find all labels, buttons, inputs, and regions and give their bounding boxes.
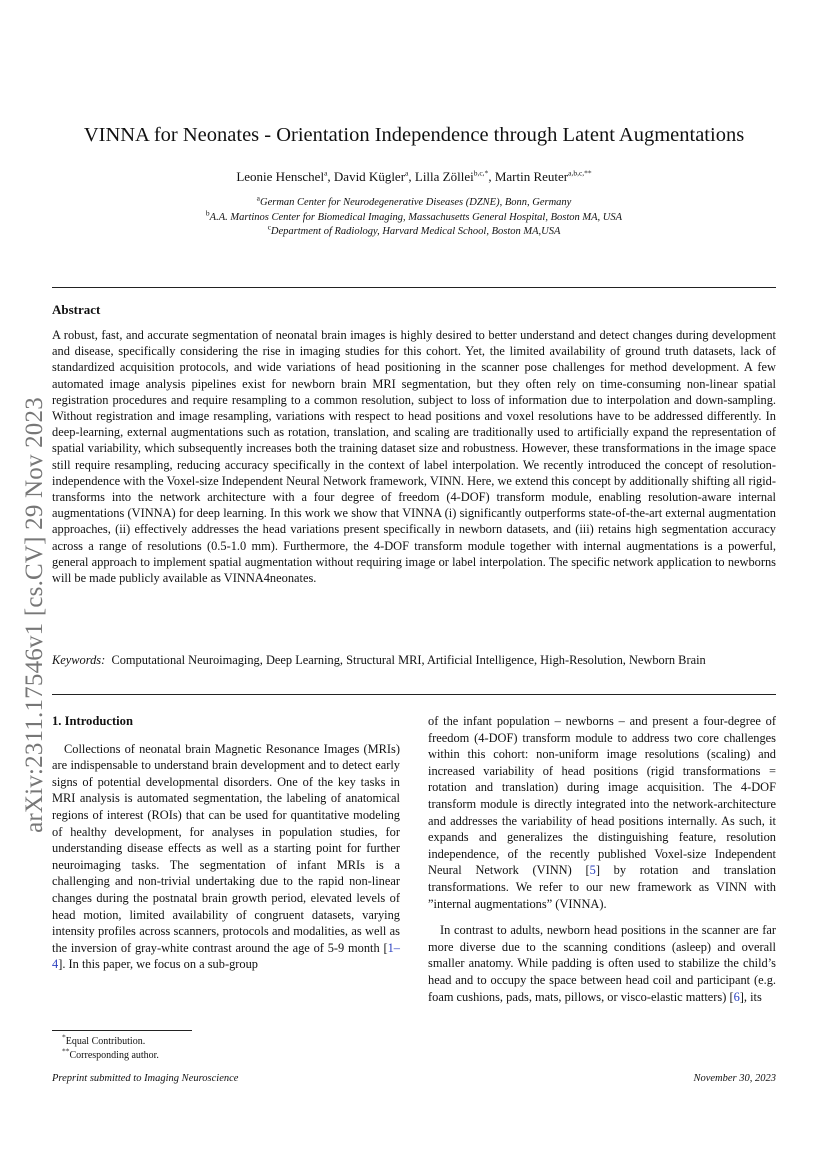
citation-link[interactable]: 1–4 xyxy=(52,940,400,972)
keywords xyxy=(52,652,776,668)
footer-date: November 30, 2023 xyxy=(693,1073,776,1084)
citation-link[interactable]: 5 xyxy=(589,863,596,878)
footnote: *Equal Contribution. xyxy=(62,1032,146,1047)
right-column xyxy=(428,713,776,1005)
footer-venue: Preprint submitted to Imaging Neuroscience xyxy=(52,1073,239,1084)
citation-link[interactable]: 6 xyxy=(733,989,740,1004)
intro-paragraph: In contrast to adults, newborn head positions in the scanner are far more diverse due to the scanning conditions (asleep) and overall smaller anatomy. While padding is often used to stabilize the child’s head and to occupy the space between head coil and participant (e.g. foam cushions, pads, mats, pillows, or visco-elastic matters) [6], its xyxy=(428,923,776,1004)
affiliation: $^b$A.A. Martinos Center for Biomedical Imaging, Massachusetts General Hospital, Boston MA, USA xyxy=(205,208,623,223)
keywords-text: Computational Neuroimaging, Deep Learning, Structural MRI, Artificial Intelligence, High-Resolution, Newborn Brain xyxy=(111,653,706,667)
top-divider xyxy=(52,287,776,288)
affiliations xyxy=(52,193,776,240)
footnotes xyxy=(52,1032,400,1062)
left-column xyxy=(52,713,400,973)
author: Leonie Henschel$^a$ xyxy=(236,168,328,184)
author: Martin Reuter$^{a,b,c,**}$ xyxy=(494,168,592,184)
abstract-text: A robust, fast, and accurate segmentation of neonatal brain images is highly desired to better understand and detect changes during development and disease, specifically considering the rise in imaging studies for this cohort. Yet, the limited availability of ground truth datasets, lack of standardized acquisition protocols, and wide variations of head positioning in the scanner pose challenges for method development. A few automated image analysis pipelines exist for newborn brain MRI segmentation, but they often rely on time-consuming non-linear spatial registration procedures and require resampling to a common resolution, subject to loss of information due to interpolation and down-sampling. Without registration and image resampling, variations with respect to head positions and voxel resolutions have to be addressed differently. In deep-learning, external augmentations such as rotation, translation, and scaling are traditionally used to artificially expand the representation of spatial variability, which subsequently increases both the training dataset size and robustness. However, these transformations in the image space still require resampling, reducing accuracy specifically in the context of label interpolation. We recently introduced the concept of resolution-independence with the Voxel-size Independent Neural Network framework, VINN. Here, we extend this concept by additionally shifting all rigid-transforms into the network architecture with a four degree of freedom (4-DOF) transform module, enabling resolution-aware internal augmentations (VINNA) for deep learning. In this work we show that VINNA (i) significantly outperforms state-of-the-art external augmentation approaches, (ii) effectively addresses the head variations present specifically in newborn datasets, and (iii) retains high segmentation accuracy across a range of resolutions (0.5-1.0 mm). Furthermore, the 4-DOF transform module together with internal augmentations is a powerful, general approach to implement spatial augmentation without requiring image or label interpolation. The specific network application to newborns will be made publicly available as VINNA4neonates. xyxy=(52,328,776,586)
affiliation: $^a$German Center for Neurodegenerative Diseases (DZNE), Bonn, Germany xyxy=(256,193,572,208)
footnote-divider xyxy=(52,1030,192,1031)
abstract-divider xyxy=(52,694,776,695)
keywords-label: Keywords: xyxy=(52,653,106,667)
author: David Kügler$^a$ xyxy=(333,168,409,184)
affiliation: $^c$Department of Radiology, Harvard Medical School, Boston MA,USA xyxy=(267,222,561,237)
intro-paragraph-continued: of the infant population – newborns – and present a four-degree of freedom (4-DOF) transform module to address two core challenges within this cohort: non-uniform image resolutions (scaling) and increased variability of head positions (rigid transformations = rotation and translation) during image acquisition. The 4-DOF transform module is directly integrated into the network-architecture and addresses the variability of head positions internally. As such, it expands and generalizes the distinguishing feature, resolution independence, of the recently published Voxel-size Independent Neural Network (VINN) [5] by rotation and translation transformations. We refer to our new framework as VINN with ”internal augmentations” (VINNA). xyxy=(428,714,777,911)
abstract-heading: Abstract xyxy=(52,302,101,317)
paper-title: VINNA for Neonates - Orientation Independence through Latent Augmentations xyxy=(83,124,745,146)
author: Lilla Zöllei$^{b,c,*}$ xyxy=(414,168,489,184)
arxiv-identifier: arXiv:2311.17546v1 [cs.CV] 29 Nov 2023 xyxy=(21,397,48,833)
section-heading: 1. Introduction xyxy=(52,714,133,728)
intro-paragraph: Collections of neonatal brain Magnetic Resonance Images (MRIs) are indispensable to understand brain development and to detect early signs of potential developmental disorders. One of the key tasks in MRI analysis is automated segmentation, the labeling of anatomical regions of interest (ROIs) that can be used for quantitative modeling of healthy development, for analyses in population studies, for understanding disease effects as well as a starting point for further neuroimaging tasks. The segmentation of infant MRIs is a challenging and non-trivial undertaking due to the rapid non-linear changes during the postnatal brain growth period, elevated levels of head motion, limited availability of congruent datasets, varying intensity profiles across scanners, protocols and modalities, as well as the inversion of gray-white contrast around the age of 5-9 month [1–4]. In this paper, we focus on a sub-group xyxy=(52,741,400,972)
author-list: Leonie Henschel$^a$, David Kügler$^a$, Lilla Zöllei$^{b,c,*}$, Martin Reuter$^{a,b,c,**}$ xyxy=(236,168,592,184)
footnote: **Corresponding author. xyxy=(62,1046,159,1061)
